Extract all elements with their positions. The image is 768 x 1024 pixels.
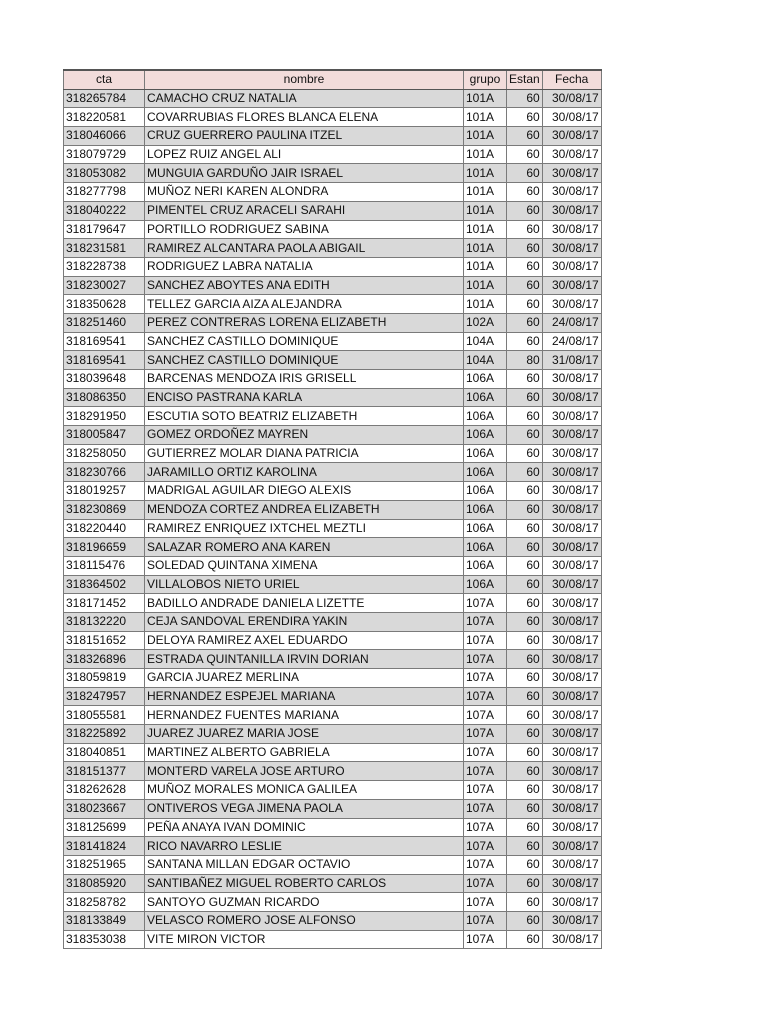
cell-estan: 60 bbox=[507, 201, 543, 220]
cell-cta: 318220581 bbox=[64, 108, 145, 127]
cell-nombre: VITE MIRON VICTOR bbox=[145, 930, 464, 949]
cell-nombre: COVARRUBIAS FLORES BLANCA ELENA bbox=[145, 108, 464, 127]
cell-nombre: PEÑA ANAYA IVAN DOMINIC bbox=[145, 818, 464, 837]
cell-nombre: BADILLO ANDRADE DANIELA LIZETTE bbox=[145, 594, 464, 613]
cell-fecha: 30/08/17 bbox=[542, 519, 601, 538]
cell-estan: 60 bbox=[507, 239, 543, 258]
cell-fecha: 30/08/17 bbox=[542, 874, 601, 893]
cell-cta: 318023667 bbox=[64, 799, 145, 818]
cell-estan: 60 bbox=[507, 426, 543, 445]
cell-estan: 60 bbox=[507, 463, 543, 482]
cell-cta: 318326896 bbox=[64, 650, 145, 669]
cell-nombre: HERNANDEZ FUENTES MARIANA bbox=[145, 706, 464, 725]
cell-fecha: 30/08/17 bbox=[542, 650, 601, 669]
cell-cta: 318196659 bbox=[64, 538, 145, 557]
cell-grupo: 102A bbox=[464, 313, 507, 332]
cell-nombre: PORTILLO RODRIGUEZ SABINA bbox=[145, 220, 464, 239]
cell-cta: 318258050 bbox=[64, 444, 145, 463]
cell-cta: 318247957 bbox=[64, 687, 145, 706]
cell-nombre: VILLALOBOS NIETO URIEL bbox=[145, 575, 464, 594]
cell-grupo: 101A bbox=[464, 145, 507, 164]
cell-estan: 60 bbox=[507, 127, 543, 146]
cell-estan: 60 bbox=[507, 911, 543, 930]
table-row bbox=[64, 463, 602, 482]
cell-nombre: GOMEZ ORDOÑEZ MAYREN bbox=[145, 426, 464, 445]
cell-cta: 318171452 bbox=[64, 594, 145, 613]
table-row bbox=[64, 183, 602, 202]
cell-cta: 318230766 bbox=[64, 463, 145, 482]
table-row bbox=[64, 687, 602, 706]
cell-fecha: 30/08/17 bbox=[542, 893, 601, 912]
cell-nombre: SANTIBAÑEZ MIGUEL ROBERTO CARLOS bbox=[145, 874, 464, 893]
cell-estan: 60 bbox=[507, 612, 543, 631]
cell-grupo: 104A bbox=[464, 332, 507, 351]
cell-grupo: 106A bbox=[464, 444, 507, 463]
cell-cta: 318005847 bbox=[64, 426, 145, 445]
cell-estan: 60 bbox=[507, 183, 543, 202]
table-row bbox=[64, 145, 602, 164]
column-header-grupo: grupo bbox=[464, 70, 507, 89]
cell-estan: 60 bbox=[507, 407, 543, 426]
table-row bbox=[64, 799, 602, 818]
cell-nombre: ESTRADA QUINTANILLA IRVIN DORIAN bbox=[145, 650, 464, 669]
cell-fecha: 30/08/17 bbox=[542, 556, 601, 575]
cell-cta: 318251965 bbox=[64, 855, 145, 874]
table-row bbox=[64, 127, 602, 146]
cell-cta: 318179647 bbox=[64, 220, 145, 239]
cell-cta: 318019257 bbox=[64, 482, 145, 501]
cell-estan: 60 bbox=[507, 818, 543, 837]
cell-nombre: CAMACHO CRUZ NATALIA bbox=[145, 89, 464, 108]
cell-cta: 318262628 bbox=[64, 781, 145, 800]
table-row bbox=[64, 669, 602, 688]
header-row bbox=[64, 70, 602, 89]
cell-grupo: 101A bbox=[464, 201, 507, 220]
cell-fecha: 30/08/17 bbox=[542, 164, 601, 183]
cell-estan: 60 bbox=[507, 930, 543, 949]
cell-grupo: 107A bbox=[464, 855, 507, 874]
cell-grupo: 101A bbox=[464, 276, 507, 295]
cell-fecha: 30/08/17 bbox=[542, 239, 601, 258]
table-row bbox=[64, 855, 602, 874]
table-row bbox=[64, 108, 602, 127]
table-row bbox=[64, 650, 602, 669]
cell-nombre: CEJA SANDOVAL ERENDIRA YAKIN bbox=[145, 612, 464, 631]
cell-grupo: 106A bbox=[464, 388, 507, 407]
cell-estan: 60 bbox=[507, 295, 543, 314]
table-row bbox=[64, 164, 602, 183]
cell-nombre: SANCHEZ CASTILLO DOMINIQUE bbox=[145, 351, 464, 370]
cell-grupo: 106A bbox=[464, 575, 507, 594]
cell-nombre: MUÑOZ NERI KAREN ALONDRA bbox=[145, 183, 464, 202]
table-row bbox=[64, 612, 602, 631]
table-row bbox=[64, 482, 602, 501]
table-row bbox=[64, 743, 602, 762]
cell-estan: 60 bbox=[507, 743, 543, 762]
cell-cta: 318125699 bbox=[64, 818, 145, 837]
cell-fecha: 30/08/17 bbox=[542, 89, 601, 108]
table-row bbox=[64, 930, 602, 949]
table-row bbox=[64, 220, 602, 239]
cell-fecha: 30/08/17 bbox=[542, 538, 601, 557]
cell-grupo: 107A bbox=[464, 594, 507, 613]
cell-grupo: 107A bbox=[464, 874, 507, 893]
table-row bbox=[64, 351, 602, 370]
cell-grupo: 101A bbox=[464, 257, 507, 276]
cell-grupo: 101A bbox=[464, 89, 507, 108]
cell-nombre: GARCIA JUAREZ MERLINA bbox=[145, 669, 464, 688]
cell-nombre: SALAZAR ROMERO ANA KAREN bbox=[145, 538, 464, 557]
cell-estan: 60 bbox=[507, 370, 543, 389]
cell-nombre: RAMIREZ ENRIQUEZ IXTCHEL MEZTLI bbox=[145, 519, 464, 538]
cell-estan: 60 bbox=[507, 444, 543, 463]
cell-fecha: 30/08/17 bbox=[542, 426, 601, 445]
cell-estan: 60 bbox=[507, 837, 543, 856]
cell-estan: 60 bbox=[507, 669, 543, 688]
cell-nombre: SANCHEZ CASTILLO DOMINIQUE bbox=[145, 332, 464, 351]
cell-cta: 318133849 bbox=[64, 911, 145, 930]
cell-grupo: 101A bbox=[464, 239, 507, 258]
table-row bbox=[64, 594, 602, 613]
cell-cta: 318258782 bbox=[64, 893, 145, 912]
cell-nombre: GUTIERREZ MOLAR DIANA PATRICIA bbox=[145, 444, 464, 463]
cell-fecha: 30/08/17 bbox=[542, 706, 601, 725]
cell-cta: 318230027 bbox=[64, 276, 145, 295]
table-row bbox=[64, 725, 602, 744]
cell-nombre: RAMIREZ ALCANTARA PAOLA ABIGAIL bbox=[145, 239, 464, 258]
cell-cta: 318132220 bbox=[64, 612, 145, 631]
cell-nombre: CRUZ GUERRERO PAULINA ITZEL bbox=[145, 127, 464, 146]
table-row bbox=[64, 762, 602, 781]
cell-estan: 60 bbox=[507, 575, 543, 594]
cell-cta: 318086350 bbox=[64, 388, 145, 407]
cell-grupo: 106A bbox=[464, 538, 507, 557]
cell-fecha: 30/08/17 bbox=[542, 631, 601, 650]
cell-grupo: 107A bbox=[464, 669, 507, 688]
cell-cta: 318169541 bbox=[64, 332, 145, 351]
cell-nombre: BARCENAS MENDOZA IRIS GRISELL bbox=[145, 370, 464, 389]
cell-cta: 318040851 bbox=[64, 743, 145, 762]
table-row bbox=[64, 893, 602, 912]
cell-fecha: 30/08/17 bbox=[542, 612, 601, 631]
cell-fecha: 30/08/17 bbox=[542, 743, 601, 762]
cell-grupo: 107A bbox=[464, 930, 507, 949]
cell-grupo: 106A bbox=[464, 482, 507, 501]
cell-fecha: 30/08/17 bbox=[542, 463, 601, 482]
cell-cta: 318115476 bbox=[64, 556, 145, 575]
cell-nombre: PIMENTEL CRUZ ARACELI SARAHI bbox=[145, 201, 464, 220]
table-row bbox=[64, 575, 602, 594]
cell-estan: 60 bbox=[507, 538, 543, 557]
cell-cta: 318231581 bbox=[64, 239, 145, 258]
cell-grupo: 107A bbox=[464, 893, 507, 912]
cell-estan: 60 bbox=[507, 145, 543, 164]
table-row bbox=[64, 444, 602, 463]
cell-estan: 60 bbox=[507, 500, 543, 519]
cell-cta: 318141824 bbox=[64, 837, 145, 856]
cell-fecha: 30/08/17 bbox=[542, 295, 601, 314]
table-row bbox=[64, 706, 602, 725]
column-header-nombre: nombre bbox=[145, 70, 464, 89]
cell-fecha: 30/08/17 bbox=[542, 257, 601, 276]
cell-grupo: 101A bbox=[464, 295, 507, 314]
cell-estan: 60 bbox=[507, 89, 543, 108]
cell-estan: 60 bbox=[507, 164, 543, 183]
cell-grupo: 107A bbox=[464, 743, 507, 762]
cell-fecha: 30/08/17 bbox=[542, 108, 601, 127]
cell-grupo: 107A bbox=[464, 799, 507, 818]
cell-grupo: 101A bbox=[464, 127, 507, 146]
table-row bbox=[64, 538, 602, 557]
cell-cta: 318151652 bbox=[64, 631, 145, 650]
cell-fecha: 30/08/17 bbox=[542, 370, 601, 389]
cell-estan: 60 bbox=[507, 276, 543, 295]
table-row bbox=[64, 818, 602, 837]
table-row bbox=[64, 313, 602, 332]
cell-estan: 60 bbox=[507, 650, 543, 669]
cell-nombre: JUAREZ JUAREZ MARIA JOSE bbox=[145, 725, 464, 744]
cell-fecha: 31/08/17 bbox=[542, 351, 601, 370]
cell-nombre: SOLEDAD QUINTANA XIMENA bbox=[145, 556, 464, 575]
cell-fecha: 30/08/17 bbox=[542, 837, 601, 856]
cell-grupo: 107A bbox=[464, 818, 507, 837]
cell-fecha: 30/08/17 bbox=[542, 781, 601, 800]
cell-fecha: 30/08/17 bbox=[542, 127, 601, 146]
cell-nombre: MENDOZA CORTEZ ANDREA ELIZABETH bbox=[145, 500, 464, 519]
cell-estan: 60 bbox=[507, 594, 543, 613]
cell-estan: 60 bbox=[507, 388, 543, 407]
cell-fecha: 30/08/17 bbox=[542, 220, 601, 239]
table-row bbox=[64, 370, 602, 389]
cell-estan: 60 bbox=[507, 799, 543, 818]
column-header-fecha: Fecha bbox=[542, 70, 601, 89]
cell-nombre: TELLEZ GARCIA AIZA ALEJANDRA bbox=[145, 295, 464, 314]
column-header-cta: cta bbox=[64, 70, 145, 89]
cell-cta: 318220440 bbox=[64, 519, 145, 538]
cell-fecha: 24/08/17 bbox=[542, 313, 601, 332]
table-row bbox=[64, 295, 602, 314]
table-row bbox=[64, 519, 602, 538]
cell-fecha: 30/08/17 bbox=[542, 407, 601, 426]
cell-estan: 60 bbox=[507, 706, 543, 725]
cell-fecha: 30/08/17 bbox=[542, 911, 601, 930]
cell-nombre: RODRIGUEZ LABRA NATALIA bbox=[145, 257, 464, 276]
cell-grupo: 106A bbox=[464, 500, 507, 519]
cell-estan: 60 bbox=[507, 687, 543, 706]
cell-nombre: MUNGUIA GARDUÑO JAIR ISRAEL bbox=[145, 164, 464, 183]
cell-cta: 318046066 bbox=[64, 127, 145, 146]
table-row bbox=[64, 874, 602, 893]
cell-cta: 318228738 bbox=[64, 257, 145, 276]
cell-cta: 318055581 bbox=[64, 706, 145, 725]
cell-grupo: 101A bbox=[464, 220, 507, 239]
cell-grupo: 106A bbox=[464, 407, 507, 426]
cell-nombre: ENCISO PASTRANA KARLA bbox=[145, 388, 464, 407]
cell-nombre: MADRIGAL AGUILAR DIEGO ALEXIS bbox=[145, 482, 464, 501]
table-row bbox=[64, 89, 602, 108]
cell-grupo: 106A bbox=[464, 556, 507, 575]
cell-grupo: 101A bbox=[464, 183, 507, 202]
cell-grupo: 107A bbox=[464, 650, 507, 669]
cell-estan: 60 bbox=[507, 519, 543, 538]
cell-estan: 60 bbox=[507, 332, 543, 351]
cell-cta: 318277798 bbox=[64, 183, 145, 202]
student-table bbox=[63, 69, 602, 949]
cell-grupo: 107A bbox=[464, 687, 507, 706]
cell-fecha: 30/08/17 bbox=[542, 725, 601, 744]
cell-cta: 318350628 bbox=[64, 295, 145, 314]
cell-cta: 318085920 bbox=[64, 874, 145, 893]
cell-nombre: RICO NAVARRO LESLIE bbox=[145, 837, 464, 856]
cell-grupo: 107A bbox=[464, 631, 507, 650]
table-row bbox=[64, 257, 602, 276]
cell-grupo: 104A bbox=[464, 351, 507, 370]
table-row bbox=[64, 332, 602, 351]
cell-nombre: SANTOYO GUZMAN RICARDO bbox=[145, 893, 464, 912]
cell-estan: 60 bbox=[507, 874, 543, 893]
cell-estan: 60 bbox=[507, 220, 543, 239]
cell-cta: 318225892 bbox=[64, 725, 145, 744]
cell-estan: 60 bbox=[507, 482, 543, 501]
cell-nombre: ESCUTIA SOTO BEATRIZ ELIZABETH bbox=[145, 407, 464, 426]
table-body bbox=[64, 89, 602, 949]
cell-nombre: PEREZ CONTRERAS LORENA ELIZABETH bbox=[145, 313, 464, 332]
table-row bbox=[64, 631, 602, 650]
table-row bbox=[64, 911, 602, 930]
cell-fecha: 30/08/17 bbox=[542, 855, 601, 874]
cell-cta: 318040222 bbox=[64, 201, 145, 220]
cell-fecha: 30/08/17 bbox=[542, 388, 601, 407]
cell-cta: 318230869 bbox=[64, 500, 145, 519]
table-row bbox=[64, 201, 602, 220]
cell-fecha: 30/08/17 bbox=[542, 575, 601, 594]
cell-nombre: MUÑOZ MORALES MONICA GALILEA bbox=[145, 781, 464, 800]
table-row bbox=[64, 276, 602, 295]
cell-cta: 318151377 bbox=[64, 762, 145, 781]
cell-fecha: 30/08/17 bbox=[542, 500, 601, 519]
cell-estan: 80 bbox=[507, 351, 543, 370]
cell-estan: 60 bbox=[507, 108, 543, 127]
cell-grupo: 106A bbox=[464, 426, 507, 445]
cell-fecha: 30/08/17 bbox=[542, 930, 601, 949]
cell-grupo: 107A bbox=[464, 837, 507, 856]
cell-grupo: 107A bbox=[464, 911, 507, 930]
cell-fecha: 30/08/17 bbox=[542, 183, 601, 202]
cell-nombre: ONTIVEROS VEGA JIMENA PAOLA bbox=[145, 799, 464, 818]
cell-fecha: 24/08/17 bbox=[542, 332, 601, 351]
table-row bbox=[64, 239, 602, 258]
cell-nombre: SANCHEZ ABOYTES ANA EDITH bbox=[145, 276, 464, 295]
cell-fecha: 30/08/17 bbox=[542, 762, 601, 781]
cell-cta: 318059819 bbox=[64, 669, 145, 688]
table-row bbox=[64, 407, 602, 426]
table-row bbox=[64, 388, 602, 407]
cell-fecha: 30/08/17 bbox=[542, 276, 601, 295]
cell-estan: 60 bbox=[507, 725, 543, 744]
cell-fecha: 30/08/17 bbox=[542, 145, 601, 164]
cell-nombre: MONTERD VARELA JOSE ARTURO bbox=[145, 762, 464, 781]
cell-grupo: 106A bbox=[464, 519, 507, 538]
cell-estan: 60 bbox=[507, 893, 543, 912]
cell-grupo: 107A bbox=[464, 762, 507, 781]
cell-estan: 60 bbox=[507, 631, 543, 650]
cell-cta: 318291950 bbox=[64, 407, 145, 426]
cell-cta: 318169541 bbox=[64, 351, 145, 370]
cell-fecha: 30/08/17 bbox=[542, 201, 601, 220]
cell-nombre: HERNANDEZ ESPEJEL MARIANA bbox=[145, 687, 464, 706]
cell-cta: 318251460 bbox=[64, 313, 145, 332]
cell-nombre: VELASCO ROMERO JOSE ALFONSO bbox=[145, 911, 464, 930]
cell-cta: 318364502 bbox=[64, 575, 145, 594]
cell-estan: 60 bbox=[507, 257, 543, 276]
cell-fecha: 30/08/17 bbox=[542, 482, 601, 501]
cell-grupo: 107A bbox=[464, 725, 507, 744]
table-row bbox=[64, 500, 602, 519]
cell-nombre: JARAMILLO ORTIZ KAROLINA bbox=[145, 463, 464, 482]
cell-fecha: 30/08/17 bbox=[542, 669, 601, 688]
cell-cta: 318053082 bbox=[64, 164, 145, 183]
table-row bbox=[64, 781, 602, 800]
cell-nombre: LOPEZ RUIZ ANGEL ALI bbox=[145, 145, 464, 164]
cell-fecha: 30/08/17 bbox=[542, 687, 601, 706]
table-row bbox=[64, 837, 602, 856]
cell-grupo: 106A bbox=[464, 370, 507, 389]
cell-fecha: 30/08/17 bbox=[542, 799, 601, 818]
cell-cta: 318265784 bbox=[64, 89, 145, 108]
cell-estan: 60 bbox=[507, 556, 543, 575]
cell-grupo: 101A bbox=[464, 108, 507, 127]
cell-nombre: SANTANA MILLAN EDGAR OCTAVIO bbox=[145, 855, 464, 874]
cell-estan: 60 bbox=[507, 313, 543, 332]
cell-grupo: 107A bbox=[464, 706, 507, 725]
cell-grupo: 106A bbox=[464, 463, 507, 482]
cell-cta: 318353038 bbox=[64, 930, 145, 949]
cell-estan: 60 bbox=[507, 781, 543, 800]
cell-nombre: DELOYA RAMIREZ AXEL EDUARDO bbox=[145, 631, 464, 650]
cell-grupo: 107A bbox=[464, 781, 507, 800]
cell-estan: 60 bbox=[507, 855, 543, 874]
cell-cta: 318079729 bbox=[64, 145, 145, 164]
cell-fecha: 30/08/17 bbox=[542, 594, 601, 613]
cell-fecha: 30/08/17 bbox=[542, 444, 601, 463]
cell-fecha: 30/08/17 bbox=[542, 818, 601, 837]
cell-nombre: MARTINEZ ALBERTO GABRIELA bbox=[145, 743, 464, 762]
cell-estan: 60 bbox=[507, 762, 543, 781]
table-row bbox=[64, 556, 602, 575]
cell-cta: 318039648 bbox=[64, 370, 145, 389]
table-row bbox=[64, 426, 602, 445]
cell-grupo: 101A bbox=[464, 164, 507, 183]
cell-grupo: 107A bbox=[464, 612, 507, 631]
column-header-estan: Estan bbox=[507, 70, 543, 89]
